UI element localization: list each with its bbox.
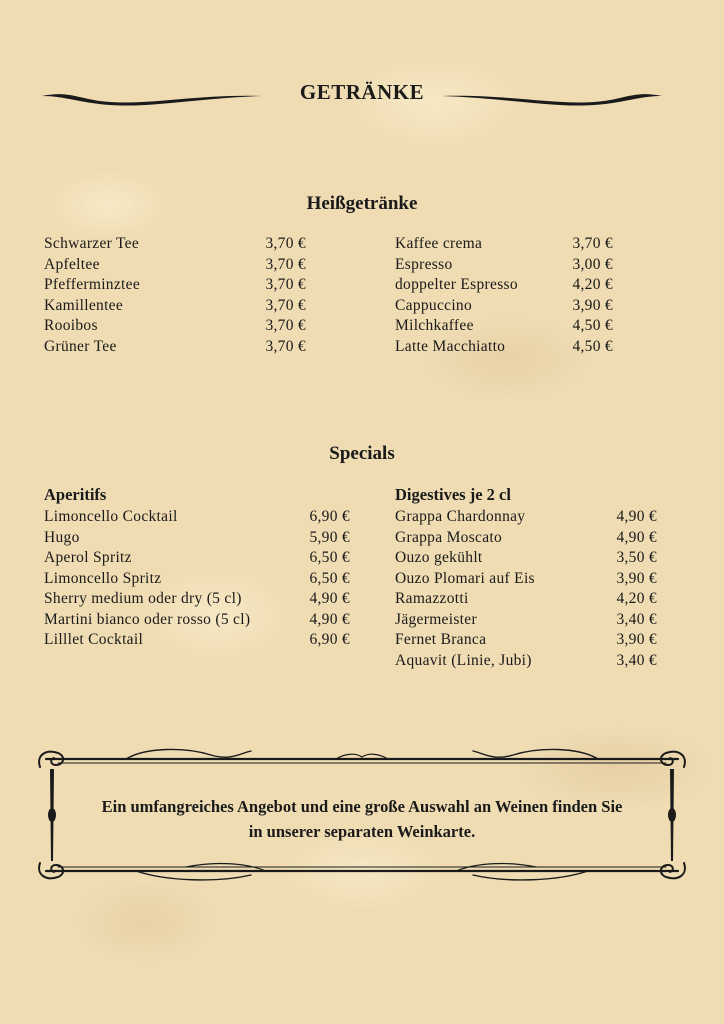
item-price: 4,90 € bbox=[616, 508, 657, 525]
item-price: 3,00 € bbox=[572, 255, 613, 273]
item-price: 4,20 € bbox=[616, 590, 657, 607]
item-price: 4,50 € bbox=[572, 337, 613, 355]
item-price: 6,50 € bbox=[309, 549, 350, 566]
hot-drinks-right-list bbox=[395, 234, 613, 357]
list-item bbox=[44, 275, 306, 296]
list-item bbox=[44, 337, 306, 358]
right-title-swash bbox=[440, 86, 664, 110]
item-price: 3,70 € bbox=[265, 255, 306, 273]
list-item bbox=[44, 316, 306, 337]
item-name: Ouzo Plomari auf Eis bbox=[395, 569, 535, 587]
item-name: Espresso bbox=[395, 255, 453, 273]
item-name: Hugo bbox=[44, 528, 80, 546]
item-name: Apfeltee bbox=[44, 255, 100, 273]
aperitifs-heading: Aperitifs bbox=[44, 485, 107, 504]
item-price: 4,20 € bbox=[572, 276, 613, 293]
list-item bbox=[395, 296, 613, 317]
item-name: Ramazzotti bbox=[395, 590, 469, 607]
aperitifs-list bbox=[44, 507, 350, 651]
list-item bbox=[395, 234, 613, 255]
item-price: 4,50 € bbox=[572, 317, 613, 334]
item-name: Fernet Branca bbox=[395, 631, 487, 648]
item-price: 3,90 € bbox=[616, 569, 657, 587]
item-price: 3,70 € bbox=[265, 296, 306, 314]
item-name: doppelter Espresso bbox=[395, 276, 518, 293]
list-item bbox=[44, 569, 350, 590]
item-name: Limoncello Cocktail bbox=[44, 508, 178, 525]
list-item bbox=[395, 610, 657, 631]
list-item bbox=[44, 296, 306, 317]
item-price: 3,90 € bbox=[572, 296, 613, 314]
wine-note bbox=[50, 794, 674, 844]
item-price: 3,90 € bbox=[616, 631, 657, 648]
item-name: Martini bianco oder rosso (5 cl) bbox=[44, 610, 251, 628]
item-price: 5,90 € bbox=[309, 528, 350, 546]
item-price: 6,50 € bbox=[309, 569, 350, 587]
hot-drinks-left-list bbox=[44, 234, 306, 357]
wine-note-line-2: in unserer separaten Weinkarte. bbox=[248, 822, 476, 841]
item-price: 6,90 € bbox=[309, 631, 350, 648]
item-name: Latte Macchiatto bbox=[395, 337, 506, 355]
item-name: Grappa Chardonnay bbox=[395, 508, 526, 525]
item-name: Kaffee crema bbox=[395, 235, 483, 252]
list-item bbox=[44, 610, 350, 631]
item-price: 3,40 € bbox=[616, 610, 657, 628]
item-name: Grüner Tee bbox=[44, 337, 117, 355]
wine-note-line-1: Ein umfangreiches Angebot und eine große Auswahl an Weinen finden Sie bbox=[101, 797, 623, 816]
hot-drinks-heading: Heißgetränke bbox=[306, 193, 418, 214]
item-name: Lilllet Cocktail bbox=[44, 631, 144, 648]
item-name: Pfefferminztee bbox=[44, 276, 141, 293]
list-item bbox=[44, 234, 306, 255]
item-price: 6,90 € bbox=[309, 508, 350, 525]
item-name: Grappa Moscato bbox=[395, 528, 503, 546]
item-price: 3,70 € bbox=[265, 235, 306, 252]
list-item bbox=[44, 630, 350, 651]
item-price: 3,70 € bbox=[265, 337, 306, 355]
digestives-heading: Digestives je 2 cl bbox=[395, 485, 511, 504]
list-item bbox=[44, 528, 350, 549]
item-price: 4,90 € bbox=[309, 590, 350, 607]
item-name: Ouzo gekühlt bbox=[395, 549, 483, 566]
list-item bbox=[395, 548, 657, 569]
list-item bbox=[395, 507, 657, 528]
list-item bbox=[395, 630, 657, 651]
list-item bbox=[395, 337, 613, 358]
item-name: Limoncello Spritz bbox=[44, 569, 162, 587]
list-item bbox=[395, 255, 613, 276]
digestives-list bbox=[395, 507, 657, 671]
item-name: Jägermeister bbox=[395, 610, 477, 628]
item-name: Rooibos bbox=[44, 317, 98, 334]
list-item bbox=[44, 507, 350, 528]
list-item bbox=[44, 255, 306, 276]
item-price: 3,50 € bbox=[616, 549, 657, 566]
list-item bbox=[395, 589, 657, 610]
item-name: Aperol Spritz bbox=[44, 549, 132, 566]
page-title: GETRÄNKE bbox=[299, 80, 425, 104]
list-item bbox=[44, 589, 350, 610]
item-price: 3,70 € bbox=[572, 235, 613, 252]
list-item bbox=[395, 275, 613, 296]
item-price: 3,70 € bbox=[265, 317, 306, 334]
list-item bbox=[395, 528, 657, 549]
item-name: Aquavit (Linie, Jubi) bbox=[395, 651, 532, 669]
item-price: 3,70 € bbox=[265, 276, 306, 293]
list-item bbox=[395, 316, 613, 337]
item-price: 4,90 € bbox=[616, 528, 657, 546]
item-price: 4,90 € bbox=[309, 610, 350, 628]
list-item bbox=[395, 569, 657, 590]
item-name: Schwarzer Tee bbox=[44, 235, 140, 252]
specials-heading: Specials bbox=[329, 443, 395, 464]
list-item bbox=[395, 651, 657, 672]
item-name: Milchkaffee bbox=[395, 317, 474, 334]
item-name: Cappuccino bbox=[395, 296, 473, 314]
item-name: Kamillentee bbox=[44, 296, 124, 314]
item-price: 3,40 € bbox=[616, 651, 657, 669]
item-name: Sherry medium oder dry (5 cl) bbox=[44, 590, 242, 607]
list-item bbox=[44, 548, 350, 569]
